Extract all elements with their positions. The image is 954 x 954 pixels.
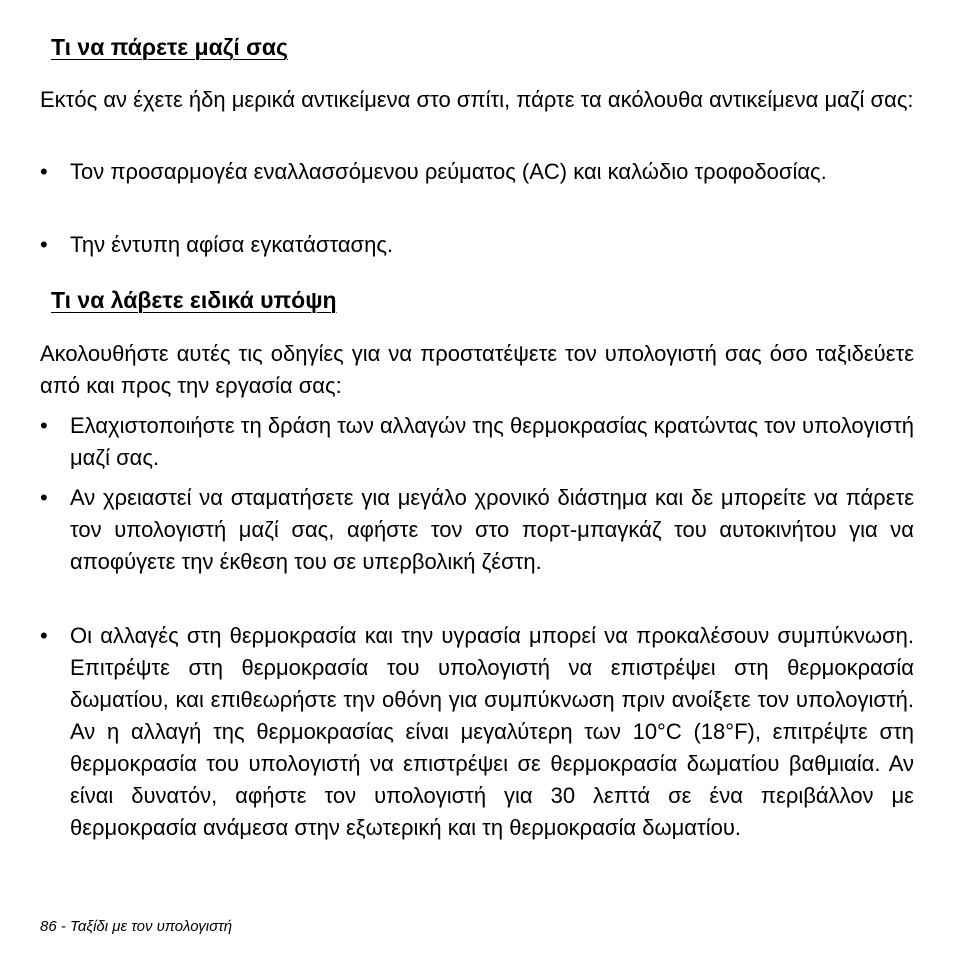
list-item-text: Τον προσαρμογέα εναλλασσόμενου ρεύματος (AC) και καλώδιο τροφοδοσίας. [70,159,827,184]
list-item-text: Αν χρειαστεί να σταματήσετε για μεγάλο χρονικό διάστημα και δε μπορείτε να πάρετε τον υπολογιστή μαζί σας, αφήστε τον στο πορτ-μπαγκάζ του αυτοκινήτου για να αποφύγετε την έκθεση του σε υπερβολική ζέστη. [70,485,914,574]
bullet-point: • [40,623,48,648]
bullet-point: • [40,232,48,257]
list-item-text: Ελαχιστοποιήστε τη δράση των αλλαγών της θερμοκρασίας κρατώντας τον υπολογιστή μαζί σας. [70,413,914,470]
page-footer: 86 - Ταξίδι με τον υπολογιστή [40,918,233,935]
list-item [40,410,914,474]
list-item [40,482,914,578]
intro-paragraph-special-considerations: Ακολουθήστε αυτές τις οδηγίες για να προστατέψετε τον υπολογιστή σας όσο ταξιδεύετε από και προς την εργασία σας: [40,341,914,398]
section-heading-special-considerations: Τι να λάβετε ειδικά υπόψη [51,287,337,313]
list-item-text: Οι αλλαγές στη θερμοκρασία και την υγρασία μπορεί να προκαλέσουν συμπύκνωση. Επιτρέψτε στη θερμοκρασία του υπολογιστή να επιστρέψει στη θερμοκρασία δωματίου, και επιθεωρήστε την οθόνη για συμπύκνωση πριν ανοίξετε τον υπολογιστή. Αν η αλλαγή της θερμοκρασίας είναι μεγαλύτερη των 10°C (18°F), επιτρέψτε στη θερμοκρασία του υπολογιστή να επιστρέψει σε θερμοκρασία δωματίου βαθμιαία. Αν είναι δυνατόν, αφήστε τον υπολογιστή για 30 λεπτά σε ένα περιβάλλον με θερμοκρασία ανάμεσα στην εξωτερική και τη θερμοκρασία δωματίου. [70,623,914,840]
list-item [40,620,914,844]
section-heading-what-to-bring: Τι να πάρετε μαζί σας [51,34,288,60]
list-item-text: Την έντυπη αφίσα εγκατάστασης. [70,232,394,257]
list-item [40,156,914,188]
bullet-point: • [40,413,48,438]
bullet-point: • [40,485,48,510]
bullet-point: • [40,159,48,184]
intro-paragraph-what-to-bring: Εκτός αν έχετε ήδη μερικά αντικείμενα στο σπίτι, πάρτε τα ακόλουθα αντικείμενα μαζί σας: [40,87,914,112]
list-item [40,229,914,261]
